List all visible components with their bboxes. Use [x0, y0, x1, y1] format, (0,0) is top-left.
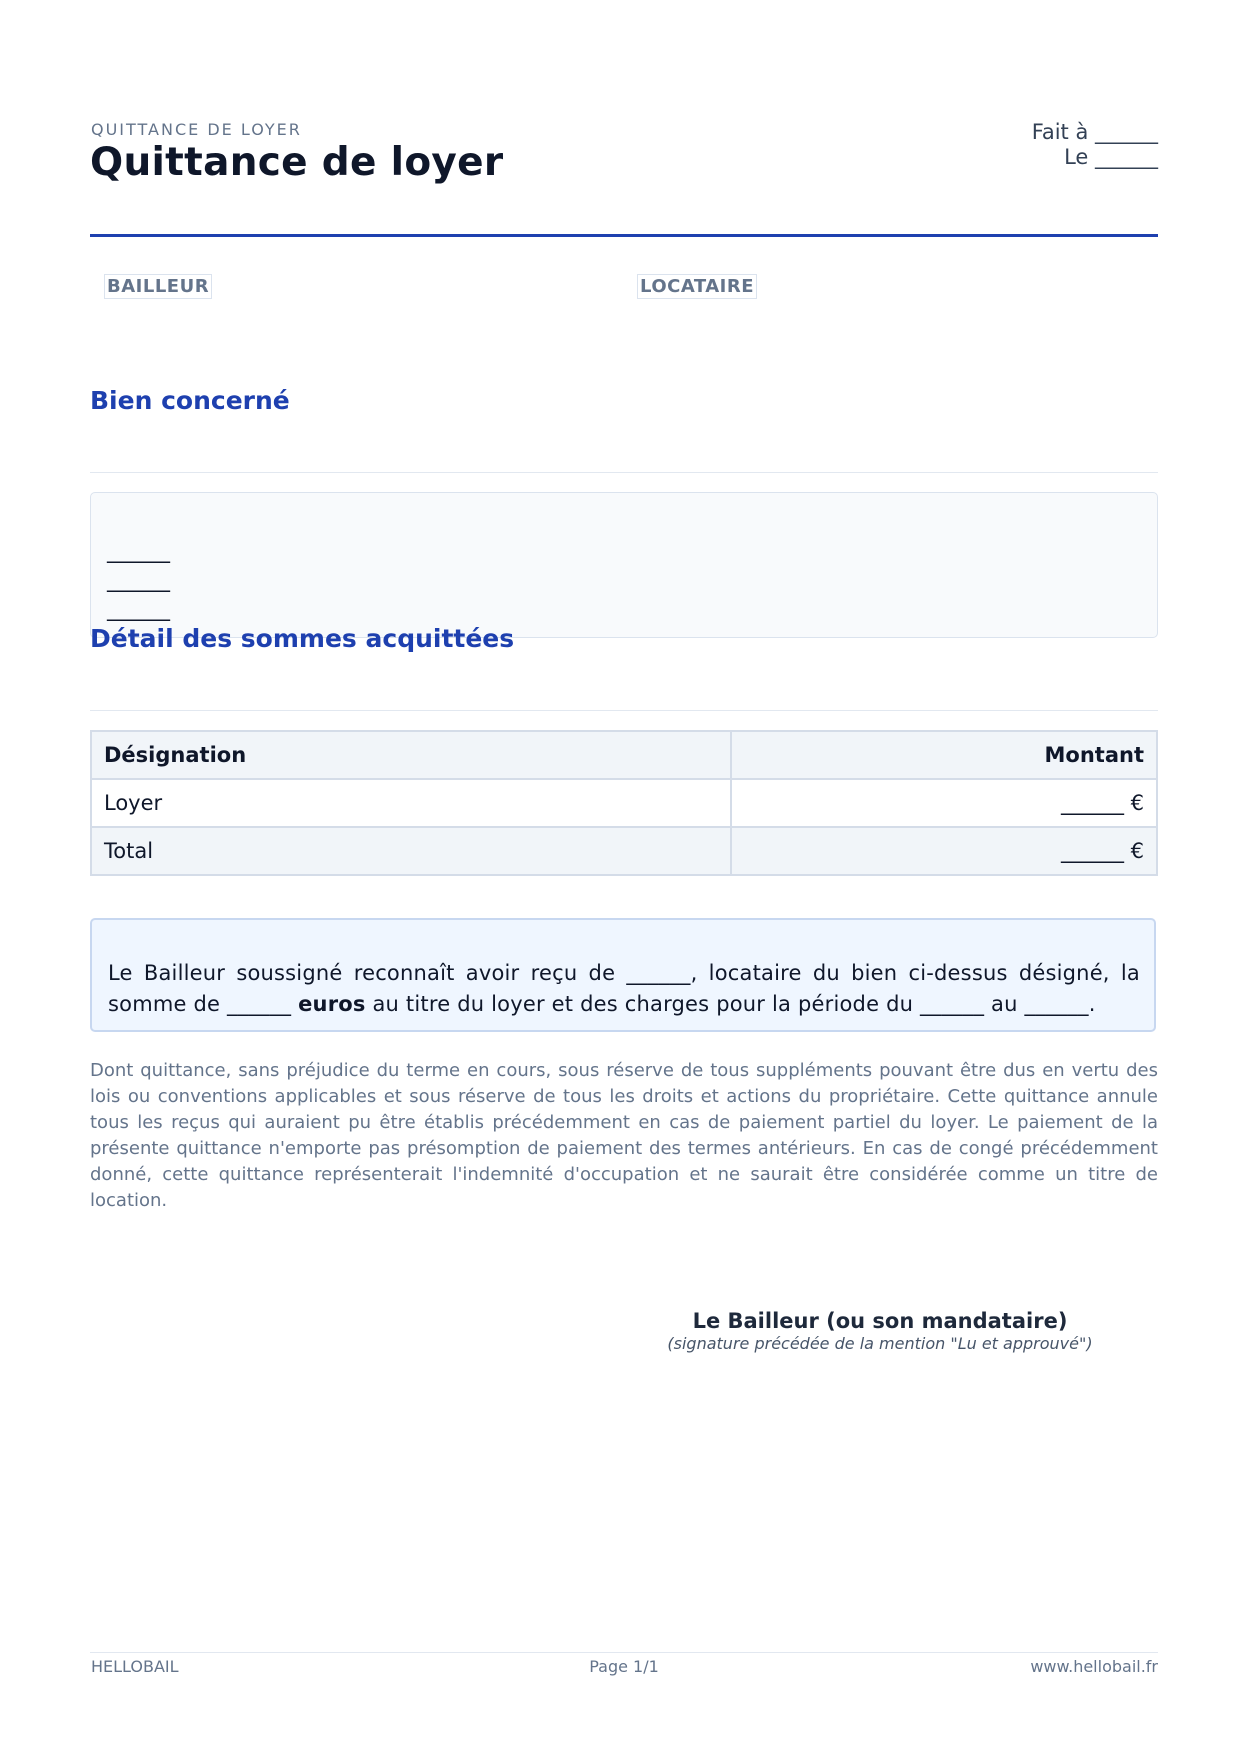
signature-block — [660, 1308, 1100, 1354]
footer-brand: HELLOBAIL — [91, 1657, 179, 1676]
property-section-title: Bien concerné — [90, 386, 290, 415]
table-row — [91, 779, 1157, 827]
property-address-line: ______ — [107, 568, 170, 592]
acknowledgement-text — [108, 958, 1140, 1020]
column-header-amount: Montant — [731, 731, 1157, 779]
bailleur-label: BAILLEUR — [104, 274, 212, 299]
property-box — [90, 492, 1158, 638]
table-row-total — [91, 827, 1157, 875]
row-amount: ______ € — [731, 827, 1157, 875]
acknowledgement-text-part1: Le Bailleur soussigné reconnaît avoir reçu de ______, locataire du bien ci-dessus désigné, la somme de ______ — [108, 961, 1140, 1016]
place-line: Fait à ______ — [1031, 120, 1158, 144]
column-header-designation: Désignation — [91, 731, 731, 779]
signature-title: Le Bailleur (ou son mandataire) — [692, 1309, 1068, 1333]
acknowledgement-currency: euros — [298, 992, 366, 1016]
row-label: Total — [91, 827, 731, 875]
amounts-section-divider — [90, 710, 1158, 711]
amounts-table — [90, 730, 1158, 876]
row-label: Loyer — [91, 779, 731, 827]
footer-page-number: Page 1/1 — [589, 1657, 659, 1676]
footer-divider — [90, 1652, 1158, 1653]
signature-note: (signature précédée de la mention "Lu et approuvé") — [667, 1334, 1093, 1353]
place-date-block — [1032, 120, 1158, 170]
acknowledgement-box — [90, 918, 1156, 1032]
property-section-divider — [90, 472, 1158, 473]
acknowledgement-text-part2: au titre du loyer et des charges pour la période du ______ au ______. — [365, 992, 1096, 1016]
document-header — [90, 120, 1158, 240]
document-page — [90, 0, 1158, 1754]
date-line: Le ______ — [1064, 145, 1158, 169]
document-title: Quittance de loyer — [90, 140, 504, 185]
header-divider — [90, 234, 1158, 237]
document-kicker: QUITTANCE DE LOYER — [91, 120, 302, 139]
footer-website: www.hellobail.fr — [1030, 1657, 1158, 1676]
table-header-row — [91, 731, 1157, 779]
property-address-line: ______ — [107, 597, 170, 621]
amounts-section-title: Détail des sommes acquittées — [90, 624, 515, 653]
locataire-label: LOCATAIRE — [637, 274, 757, 299]
legal-text: Dont quittance, sans préjudice du terme en cours, sous réserve de tous suppléments pouvant être dus en vertu des lois ou conventions applicables et sous réserve de tous les droits et actions du propriétaire. Cette quittance annule tous les reçus qui auraient pu être établis précédemment en cas de paiement partiel du loyer. Le paiement de la présente quittance n'emporte pas présomption de paiement des termes antérieurs. En cas de congé précédemment donné, cette quittance représenterait l'indemnité d'occupation et ne saurait être considérée comme un titre de location. — [90, 1060, 1158, 1211]
row-amount: ______ € — [731, 779, 1157, 827]
property-address-line: ______ — [107, 539, 170, 563]
